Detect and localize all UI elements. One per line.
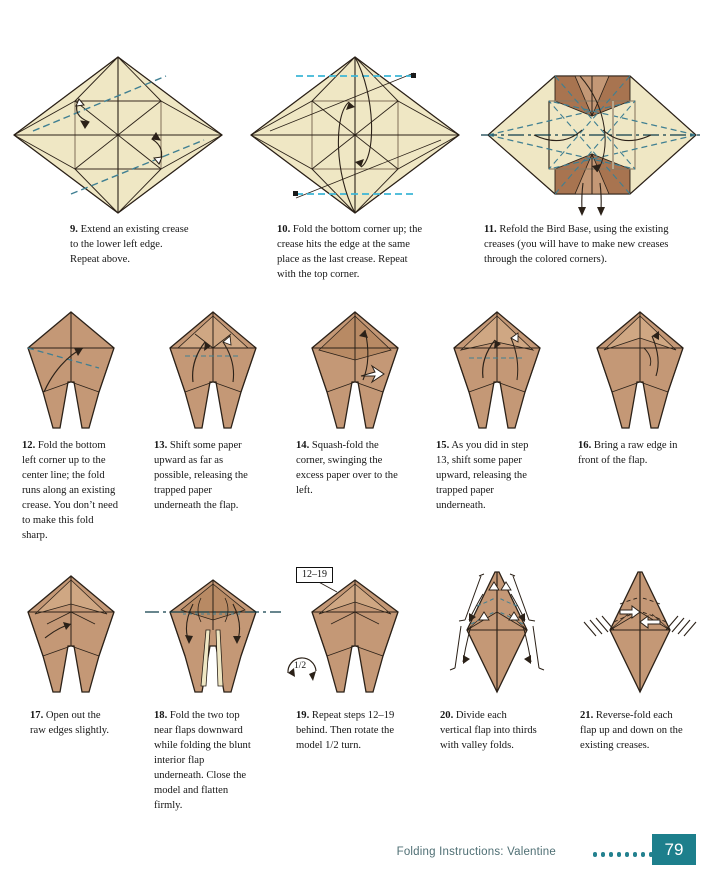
step-number: 15. <box>436 440 450 451</box>
caption-step-17 <box>30 708 114 738</box>
step-number: 16. <box>578 440 592 451</box>
step-number: 17. <box>30 710 44 721</box>
page-footer <box>0 839 711 871</box>
step-number: 12. <box>22 440 36 451</box>
step-number: 11. <box>484 224 497 235</box>
caption-step-16 <box>578 438 679 468</box>
caption-cell-step-18 <box>142 708 284 823</box>
step-number: 20. <box>440 710 454 721</box>
caption-step-10 <box>277 222 429 282</box>
step-number: 18. <box>154 710 168 721</box>
caption-step-18 <box>154 708 252 813</box>
figure-step-17 <box>0 565 142 695</box>
caption-cell-step-15 <box>426 438 568 553</box>
step-number: 14. <box>296 440 310 451</box>
step-text: Divide each vertical flap into thirds with valley folds. <box>440 710 537 752</box>
diagram-row-1 <box>0 52 711 217</box>
figure-step-15 <box>426 305 568 430</box>
caption-cell-step-14 <box>284 438 426 553</box>
caption-step-13 <box>154 438 249 513</box>
step-text: Reverse-fold each flap up and down on the existing creases. <box>580 710 683 752</box>
step-text: As you did in step 13, shift some paper upward, releasing the trapped paper underneath. <box>436 440 529 512</box>
figure-step-20 <box>426 565 568 695</box>
figure-step-13 <box>142 305 284 430</box>
step-text: Fold the bottom corner up; the crease hits the edge at the same place as the last crease. Repeat with the top corner. <box>277 224 423 281</box>
step-text: Repeat steps 12–19 behind. Then rotate the model 1/2 turn. <box>296 710 395 752</box>
caption-step-19 <box>296 708 396 753</box>
step-number: 21. <box>580 710 594 721</box>
caption-cell-step-19 <box>284 708 426 823</box>
diagram-row-3 <box>0 565 711 695</box>
caption-cell-step-9 <box>0 222 237 302</box>
step-text: Fold the bottom left corner up to the center line; the fold runs along an existing crease. You don’t need to make this fold sharp. <box>22 440 119 542</box>
figure-step-16 <box>568 305 711 430</box>
rotate-half-turn-label: 1/2 <box>294 661 307 671</box>
step-number: 10. <box>277 224 291 235</box>
caption-row-3 <box>0 708 711 823</box>
footer-dot <box>625 852 630 857</box>
figure-step-18 <box>142 565 284 695</box>
step-text: Refold the Bird Base, using the existing creases (you will have to make new creases through the colored corners). <box>484 224 669 266</box>
caption-cell-step-13 <box>142 438 284 553</box>
footer-dot <box>617 852 622 857</box>
caption-cell-step-12 <box>0 438 142 553</box>
caption-row-2 <box>0 438 711 553</box>
caption-cell-step-17 <box>0 708 142 823</box>
caption-cell-step-21 <box>568 708 711 823</box>
footer-dot <box>609 852 614 857</box>
step-text: Bring a raw edge in front of the flap. <box>578 440 678 467</box>
step-number: 9. <box>70 224 78 235</box>
caption-cell-step-20 <box>426 708 568 823</box>
figure-step-11 <box>474 52 711 217</box>
caption-step-12 <box>22 438 120 543</box>
caption-cell-step-11 <box>474 222 711 302</box>
step-text: Shift some paper upward as far as possible, releasing the trapped paper underneath the flap. <box>154 440 248 512</box>
caption-step-11 <box>484 222 676 267</box>
page-number-badge: 79 <box>652 834 696 865</box>
footer-title: Folding Instructions: Valentine <box>396 846 556 858</box>
caption-step-21 <box>580 708 685 753</box>
caption-cell-step-16 <box>568 438 711 553</box>
footer-dot <box>633 852 638 857</box>
step-number: 13. <box>154 440 168 451</box>
caption-step-14 <box>296 438 404 498</box>
footer-dot-decoration <box>593 852 654 857</box>
figure-step-12 <box>0 305 142 430</box>
diagram-row-2 <box>0 305 711 430</box>
caption-step-20 <box>440 708 540 753</box>
footer-dot <box>601 852 606 857</box>
repeat-steps-label: 12–19 <box>296 567 333 583</box>
step-text: Fold the two top near flaps downward while folding the blunt interior flap underneath. Close the model and flatten firmly. <box>154 710 251 812</box>
footer-dot <box>593 852 598 857</box>
caption-row-1 <box>0 222 711 302</box>
figure-step-9 <box>0 52 237 217</box>
figure-step-21 <box>568 565 711 695</box>
step-text: Squash-fold the corner, swinging the excess paper over to the left. <box>296 440 398 497</box>
caption-cell-step-10 <box>237 222 474 302</box>
figure-step-14 <box>284 305 426 430</box>
caption-step-9 <box>70 222 189 267</box>
step-number: 19. <box>296 710 310 721</box>
step-text: Extend an existing crease to the lower left edge. Repeat above. <box>70 224 189 266</box>
figure-step-10 <box>237 52 474 217</box>
caption-step-15 <box>436 438 543 513</box>
footer-dot <box>641 852 646 857</box>
step-text: Open out the raw edges slightly. <box>30 710 110 737</box>
figure-step-19 <box>284 565 426 695</box>
